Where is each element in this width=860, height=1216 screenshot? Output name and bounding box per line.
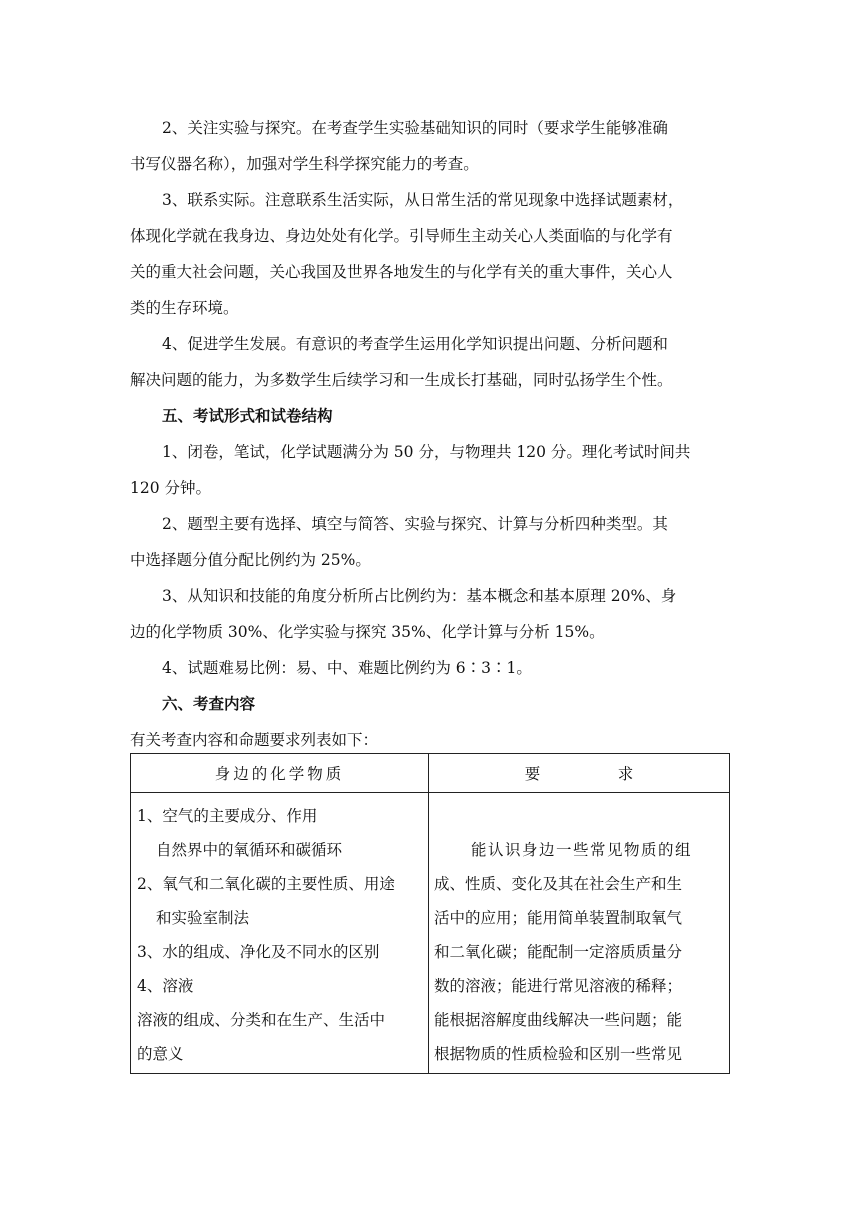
section-5-item-2-line-1: 2、题型主要有选择、填空与简答、实验与探究、计算与分析四种类型。其 xyxy=(162,515,668,533)
table-cell-line: 和实验室制法 xyxy=(156,909,250,927)
paragraph-3-line-1: 3、联系实际。注意联系生活实际，从日常生活的常见现象中选择试题素材， xyxy=(162,191,684,209)
table-cell-requirements xyxy=(429,793,730,1074)
table-cell-line: 根据物质的性质检验和区别一些常见 xyxy=(434,1045,683,1063)
table-cell-line: 溶液的组成、分类和在生产、生活中 xyxy=(137,1011,386,1029)
table-cell-line: 能根据溶解度曲线解决一些问题；能 xyxy=(434,1011,683,1029)
paragraph-2-line-1: 2、关注实验与探究。在考查学生实验基础知识的同时（要求学生能够准确 xyxy=(162,119,668,137)
section-6-intro: 有关考查内容和命题要求列表如下： xyxy=(130,731,379,749)
table-cell-content xyxy=(131,793,429,1074)
table-header-left: 身边的化学物质 xyxy=(131,754,429,793)
section-5-item-4-line-1: 4、试题难易比例：易、中、难题比例约为 6∶3∶1。 xyxy=(162,659,532,677)
paragraph-3-line-2: 体现化学就在我身边、身边处处有化学。引导师生主动关心人类面临的与化学有 xyxy=(130,227,673,245)
requirements-table xyxy=(130,753,730,1074)
table-cell-line: 和二氧化碳；能配制一定溶质质量分 xyxy=(434,943,683,961)
table-cell-line: 成、性质、变化及其在社会生产和生 xyxy=(434,875,683,893)
section-5-item-3-line-1: 3、从知识和技能的角度分析所占比例约为：基本概念和基本原理 20%、身 xyxy=(162,587,677,605)
table-cell-line: 自然界中的氧循环和碳循环 xyxy=(156,841,343,859)
paragraph-4-line-1: 4、促进学生发展。有意识的考查学生运用化学知识提出问题、分析问题和 xyxy=(162,335,668,353)
paragraph-2-line-2: 书写仪器名称），加强对学生科学探究能力的考查。 xyxy=(130,155,479,173)
paragraph-4-line-2: 解决问题的能力，为多数学生后续学习和一生成长打基础，同时弘扬学生个性。 xyxy=(130,371,673,389)
section-5-item-2-line-2: 中选择题分值分配比例约为 25%。 xyxy=(130,551,371,569)
paragraph-3-line-3: 关的重大社会问题，关心我国及世界各地发生的与化学有关的重大事件，关心人 xyxy=(130,263,673,281)
table-cell-line: 2、氧气和二氧化碳的主要性质、用途 xyxy=(137,875,395,893)
table-cell-line: 数的溶液；能进行常见溶液的稀释； xyxy=(434,977,683,995)
table-row xyxy=(131,793,730,1074)
section-5-item-1-line-1: 1、闭卷，笔试，化学试题满分为 50 分，与物理共 120 分。理化考试时间共 xyxy=(162,443,691,461)
table-cell-line: 的意义 xyxy=(137,1045,184,1063)
section-5-item-3-line-2: 边的化学物质 30%、化学实验与探究 35%、化学计算与分析 15%。 xyxy=(130,623,605,641)
paragraph-3-line-4: 类的生存环境。 xyxy=(130,299,239,317)
table-cell-line: 能认识身边一些常见物质的组 xyxy=(471,841,693,859)
section-6-heading: 六、考查内容 xyxy=(162,695,256,713)
table-cell-line: 3、水的组成、净化及不同水的区别 xyxy=(137,943,380,961)
section-5-item-1-line-2: 120 分钟。 xyxy=(130,479,212,497)
section-5-heading: 五、考试形式和试卷结构 xyxy=(162,407,333,425)
table-header-row xyxy=(131,754,730,793)
table-cell-line: 活中的应用；能用简单装置制取氧气 xyxy=(434,909,683,927)
table-cell-line: 1、空气的主要成分、作用 xyxy=(137,807,318,825)
table-cell-line: 4、溶液 xyxy=(137,977,194,995)
table-header-right: 要 求 xyxy=(429,754,730,793)
